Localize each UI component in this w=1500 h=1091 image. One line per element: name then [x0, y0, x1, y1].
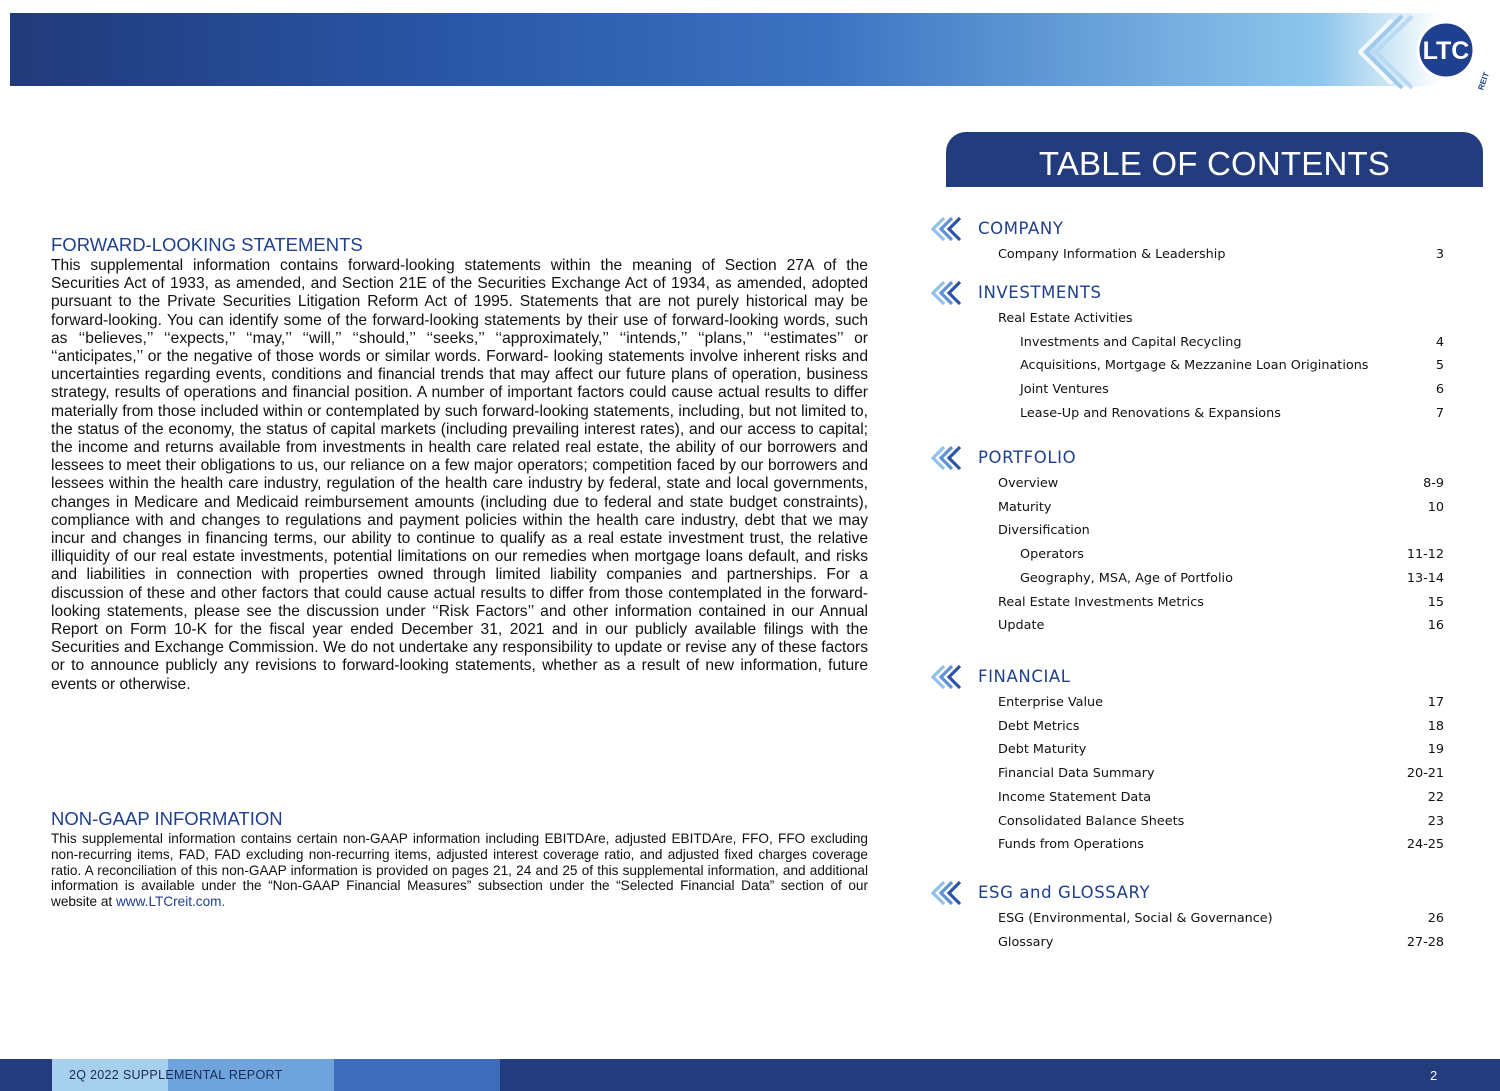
toc-entry-label: Operators	[1020, 547, 1084, 563]
toc-entry-page: 20-21	[1406, 766, 1444, 782]
toc-section-title[interactable]: PORTFOLIO	[978, 448, 1077, 467]
toc-entry-label: Geography, MSA, Age of Portfolio	[1020, 570, 1233, 586]
toc-entry-page: 17	[1427, 695, 1444, 710]
toc-title: TABLE OF CONTENTS	[946, 132, 1483, 187]
toc-entry[interactable]	[1020, 382, 1444, 402]
toc-entry[interactable]	[998, 790, 1444, 810]
forward-looking-text: This supplemental information contains forward-looking statements within the meaning of Section 27A of the Securities Act of 1933, as amended, and Section 21E of the Securities Exchange Act of 1934, as amended, adopted pursuant to the Private Securities Litigation Reform Act of 1995. Statements that are not purely historical may be forward-looking. You can identify some of the forward-looking statements by their use of forward-looking words, such as ‘‘believes,’’ ‘‘expects,’’ ‘‘may,’’ ‘‘will,’’ ‘‘should,’’ ‘‘seeks,’’ ‘‘approximately,’’ ‘‘intends,’’ ‘‘plans,’’ ‘‘estimates’’ or ‘‘anticipates,’’ or the negative of those words or similar words. Forward- looking statements involve inherent risks and uncertainties regarding events, conditions and financial trends that may affect our future plans of operation, business strategy, results of operations and financial position. A number of important factors could cause actual results to differ materially from those included within or contemplated by such forward-looking statements, including, but not limited to, the status of the economy, the status of capital markets (including prevailing interest rates), and our access to capital; the income and returns available from investments in health care related real estate, the ability of our borrowers and lessees to meet their obligations to us, our reliance on a few major operators; competition faced by our borrowers and lessees within the health care industry, regulation of the health care industry by federal, state and local governments, changes in Medicare and Medicaid reimbursement amounts (including due to federal and state budget constraints), compliance with and changes to regulations and payment policies within the health care industry, debt that we may incur and changes in financing terms, our ability to continue to qualify as a real estate investment trust, the relative illiquidity of our real estate investments, potential limitations on our remedies when mortgage loans default, and risks and liabilities in connection with properties owned through limited liability companies and partnerships. For a discussion of these and other factors that could cause actual results to differ from those contemplated in the forward-looking statements, please see the discussion under ‘‘Risk Factors’’ and other information contained in our Annual Report on Form 10-K for the fiscal year ended December 31, 2021 and in our publicly available filings with the Securities and Exchange Commission. We do not undertake any responsibility to update or revise any of these factors or to announce publicly any revisions to forward-looking statements, whether as a result of new information, future events or otherwise.	[51, 257, 868, 693]
toc-entry[interactable]	[998, 719, 1444, 739]
toc-entry[interactable]	[1020, 547, 1444, 567]
toc-entry-page: 16	[1427, 618, 1444, 634]
report-label: 2Q 2022 SUPPLEMENTAL REPORT	[69, 1068, 283, 1082]
forward-looking-section	[51, 234, 868, 694]
non-gaap-body: This supplemental information contains certain non-GAAP information including EBITDAre, adjusted EBITDAre, FFO, FFO excluding non-recurring items, FAD, FAD excluding non-recurring items, adjusted interest coverage ratio, and adjusted fixed charges coverage ratio. A reconciliation of this non-GAAP information is provided on pages 21, 24 and 25 of this supplemental information, and additional information is available under the “Non-GAAP Financial Measures” subsection under the “Selected Financial Data” section of our website at	[51, 831, 868, 910]
toc-entry-page: 15	[1427, 594, 1444, 610]
toc-entry-label: Real Estate Investments Metrics	[998, 594, 1204, 610]
header-banner	[10, 13, 1500, 86]
toc-entry-page: 23	[1427, 813, 1444, 829]
footer-color-segment	[334, 1059, 500, 1091]
toc-entry[interactable]	[998, 595, 1444, 615]
toc-entry-label: Investments and Capital Recycling	[1020, 334, 1242, 350]
toc-entry-label: Overview	[998, 476, 1059, 491]
toc-entry-page: 24-25	[1406, 837, 1444, 853]
toc-entry[interactable]	[998, 618, 1444, 638]
toc-entry-label: Income Statement Data	[998, 789, 1152, 805]
toc-entry[interactable]	[998, 311, 1444, 331]
toc-entry-label: Debt Metrics	[998, 718, 1080, 734]
toc-entry[interactable]	[1020, 358, 1444, 378]
toc-section-title[interactable]: INVESTMENTS	[978, 283, 1102, 302]
toc-entry[interactable]	[998, 837, 1444, 857]
non-gaap-section	[51, 808, 868, 910]
toc-entry[interactable]	[998, 814, 1444, 834]
toc-entry-label: Diversification	[998, 523, 1090, 539]
toc-entry-label: Funds from Operations	[998, 837, 1144, 853]
toc-entry-page: 8-9	[1423, 476, 1444, 491]
double-chevron-left-icon	[930, 880, 964, 906]
page-number: 2	[1430, 1068, 1438, 1083]
toc-entry-page: 18	[1427, 718, 1444, 734]
toc-entry[interactable]	[998, 935, 1444, 955]
toc-entry-page: 11-12	[1406, 547, 1444, 563]
toc-entry-label: Update	[998, 618, 1045, 634]
toc-entry-label: Lease-Up and Renovations & Expansions	[1020, 405, 1281, 421]
toc-entry[interactable]	[998, 476, 1444, 496]
non-gaap-text	[51, 831, 868, 910]
toc-entry-page: 27-28	[1406, 934, 1444, 950]
toc-section-title[interactable]: ESG and GLOSSARY	[978, 883, 1151, 902]
forward-looking-heading: FORWARD-LOOKING STATEMENTS	[51, 234, 363, 255]
toc-entry-page: 13-14	[1406, 570, 1444, 586]
toc-entry-label: Enterprise Value	[998, 695, 1104, 710]
toc-entry-page: 7	[1435, 405, 1444, 421]
toc-entry-page: 6	[1435, 382, 1444, 398]
toc-entry[interactable]	[1020, 335, 1444, 355]
toc-entry[interactable]	[998, 695, 1444, 715]
toc-entry-page: 26	[1427, 911, 1444, 926]
toc-entry-page: 10	[1427, 499, 1444, 515]
toc-entry[interactable]	[998, 766, 1444, 786]
toc-entry[interactable]	[1020, 571, 1444, 591]
toc-entry-label: Financial Data Summary	[998, 766, 1155, 782]
double-chevron-left-icon	[930, 664, 964, 690]
toc-entry-label: Acquisitions, Mortgage & Mezzanine Loan Originations	[1020, 358, 1369, 374]
double-chevron-left-icon	[930, 280, 964, 306]
toc-entry[interactable]	[998, 247, 1444, 267]
toc-entry-page: 3	[1435, 247, 1444, 262]
toc-entry-page: 19	[1427, 742, 1444, 758]
toc-entry[interactable]	[998, 500, 1444, 520]
toc-entry-label: Maturity	[998, 499, 1052, 515]
toc-entry-page: 22	[1427, 789, 1444, 805]
svg-text:LTC: LTC	[1422, 37, 1470, 65]
toc-entry-label: Consolidated Balance Sheets	[998, 813, 1185, 829]
toc-entry[interactable]	[998, 523, 1444, 543]
toc-entry[interactable]	[1020, 406, 1444, 426]
toc-entry-label: Company Information & Leadership	[998, 247, 1226, 262]
website-link[interactable]: www.LTCreit.com.	[115, 894, 226, 910]
svg-text:REIT: REIT	[1476, 71, 1491, 92]
footer-bar	[0, 1059, 1500, 1091]
toc-entry-label: Joint Ventures	[1020, 382, 1109, 398]
toc-entry[interactable]	[998, 742, 1444, 762]
toc-entry-page: 4	[1435, 334, 1444, 350]
toc-entry-label: Real Estate Activities	[998, 311, 1133, 326]
toc-entry-page: 5	[1435, 358, 1444, 374]
toc-entry-label: Glossary	[998, 934, 1054, 950]
double-chevron-left-icon	[930, 445, 964, 471]
toc-entry-label: ESG (Environmental, Social & Governance)	[998, 911, 1273, 926]
toc-section-title[interactable]: COMPANY	[978, 219, 1064, 238]
double-chevron-left-icon	[930, 216, 964, 242]
toc-section-title[interactable]: FINANCIAL	[978, 667, 1071, 686]
toc-entry[interactable]	[998, 911, 1444, 931]
non-gaap-heading: NON-GAAP INFORMATION	[51, 808, 283, 829]
toc-entry-label: Debt Maturity	[998, 742, 1087, 758]
ltc-reit-logo	[1358, 6, 1498, 98]
